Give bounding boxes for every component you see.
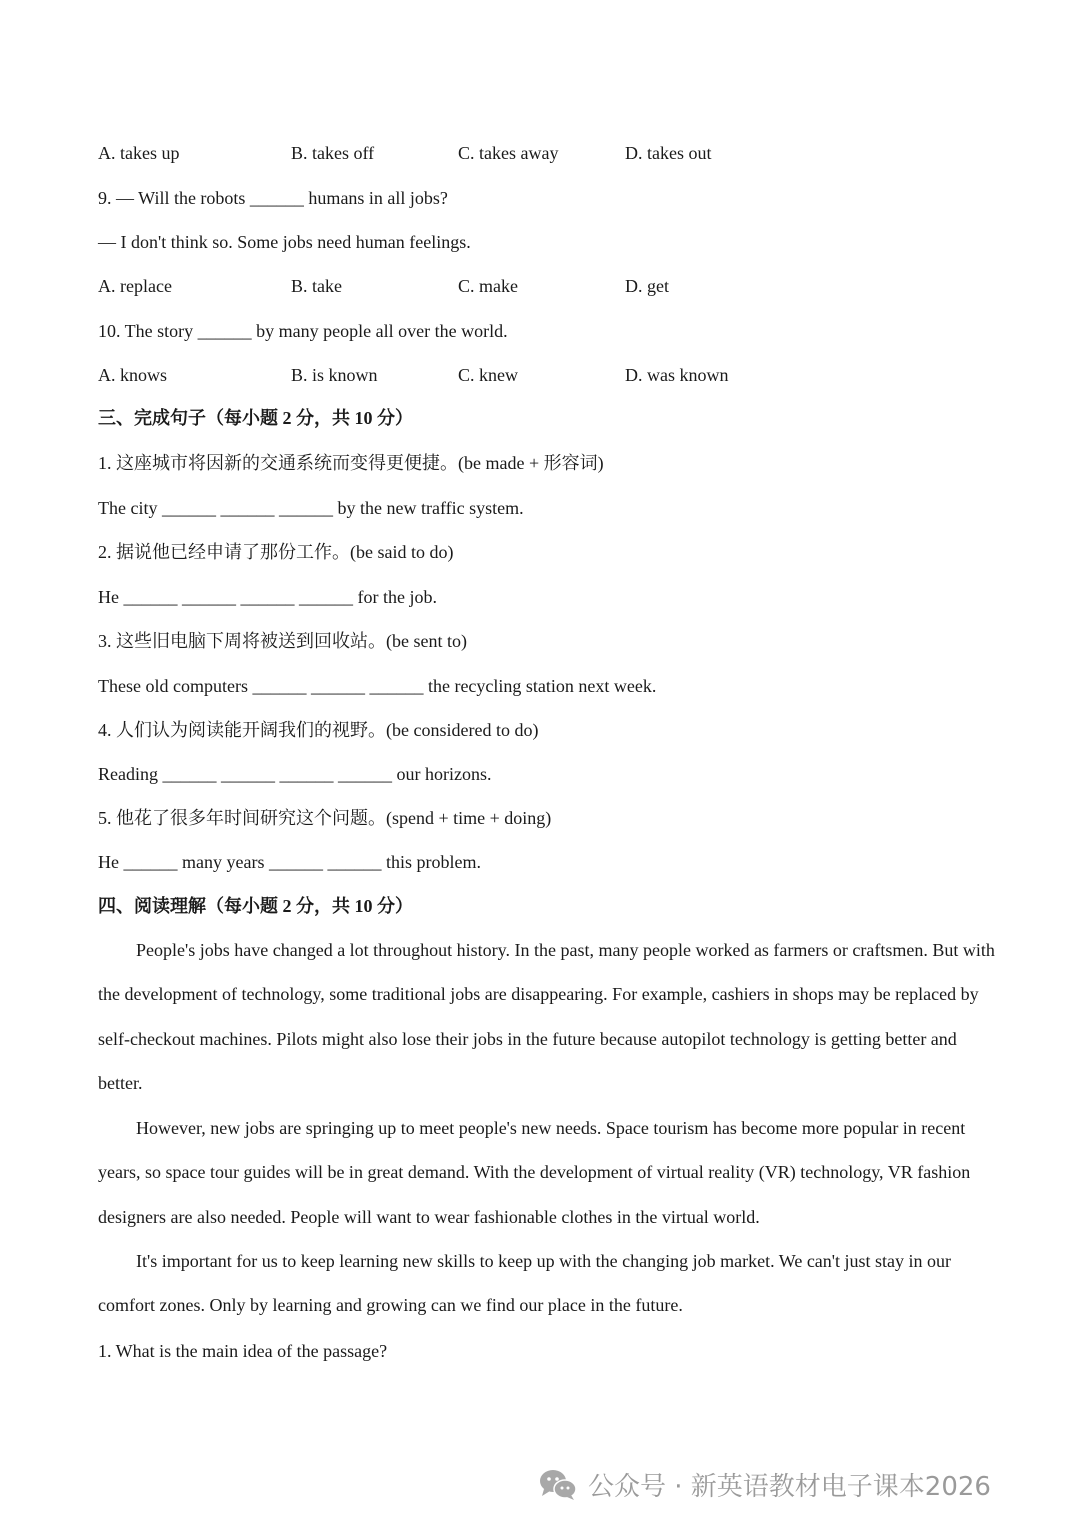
s3-item3-prompt: 3. 这些旧电脑下周将被送到回收站。(be sent to) xyxy=(98,631,467,651)
watermark xyxy=(538,1464,991,1504)
s3-item5-prompt: 5. 他花了很多年时间研究这个问题。(spend + time + doing) xyxy=(98,808,552,828)
wechat-icon xyxy=(538,1467,578,1501)
q10-option-b: B. is known xyxy=(291,365,378,385)
q8-option-a: A. takes up xyxy=(98,143,180,163)
s3-item5-answer: He ______ many years ______ ______ this problem. xyxy=(98,852,481,872)
section3-heading: 三、完成句子（每小题 2 分，共 10 分） xyxy=(98,408,413,428)
q10-stem: 10. The story ______ by many people all over the world. xyxy=(98,321,508,341)
q9-option-a: A. replace xyxy=(98,276,172,296)
reading-question-1: 1. What is the main idea of the passage? xyxy=(98,1341,388,1361)
passage-paragraph-3 xyxy=(98,1239,998,1328)
section4-heading: 四、阅读理解（每小题 2 分，共 10 分） xyxy=(98,896,413,916)
q10-option-d: D. was known xyxy=(625,365,729,385)
s3-item1-answer: The city ______ ______ ______ by the new traffic system. xyxy=(98,498,524,518)
q9-stem: 9. — Will the robots ______ humans in all jobs? xyxy=(98,188,448,208)
q8-option-d: D. takes out xyxy=(625,143,712,163)
passage-paragraph-3-text: It's important for us to keep learning new skills to keep up with the changing job market. We can't just stay in our comfort zones. Only by learning and growing can we find our place in the future. xyxy=(98,1251,952,1316)
q8-option-b: B. takes off xyxy=(291,143,375,163)
passage-paragraph-2-text: However, new jobs are springing up to meet people's new needs. Space tourism has become more popular in recent years, so space tour guides will be in great demand. With the development of virtual reality (VR) technology, VR fashion designers are also needed. People will want to wear fashionable clothes in the virtual world. xyxy=(98,1118,971,1227)
watermark-text: 公众号 · 新英语教材电子课本2026 xyxy=(588,1471,991,1502)
s3-item4-answer: Reading ______ ______ ______ ______ our horizons. xyxy=(98,764,492,784)
passage-paragraph-1-text: People's jobs have changed a lot throughout history. In the past, many people worked as farmers or craftsmen. But with the development of technology, some traditional jobs are disappearing. For example, cashiers in shops may be replaced by self-checkout machines. Pilots might also lose their jobs in the future because autopilot technology is getting better and better. xyxy=(98,940,995,1094)
q9-option-d: D. get xyxy=(625,276,669,296)
s3-item2-prompt: 2. 据说他已经申请了那份工作。(be said to do) xyxy=(98,542,454,562)
q10-option-c: C. knew xyxy=(458,365,518,385)
s3-item3-answer: These old computers ______ ______ ______ the recycling station next week. xyxy=(98,676,657,696)
q9-option-c: C. make xyxy=(458,276,518,296)
q9-reply: — I don't think so. Some jobs need human feelings. xyxy=(98,232,471,252)
q10-option-a: A. knows xyxy=(98,365,168,385)
s3-item2-answer: He ______ ______ ______ ______ for the job. xyxy=(98,587,437,607)
s3-item4-prompt: 4. 人们认为阅读能开阔我们的视野。(be considered to do) xyxy=(98,720,539,740)
s3-item1-prompt: 1. 这座城市将因新的交通系统而变得更便捷。(be made + 形容词) xyxy=(98,453,604,473)
passage-paragraph-1 xyxy=(98,928,998,1106)
q8-option-c: C. takes away xyxy=(458,143,559,163)
q9-option-b: B. take xyxy=(291,276,342,296)
passage-paragraph-2 xyxy=(98,1106,998,1239)
